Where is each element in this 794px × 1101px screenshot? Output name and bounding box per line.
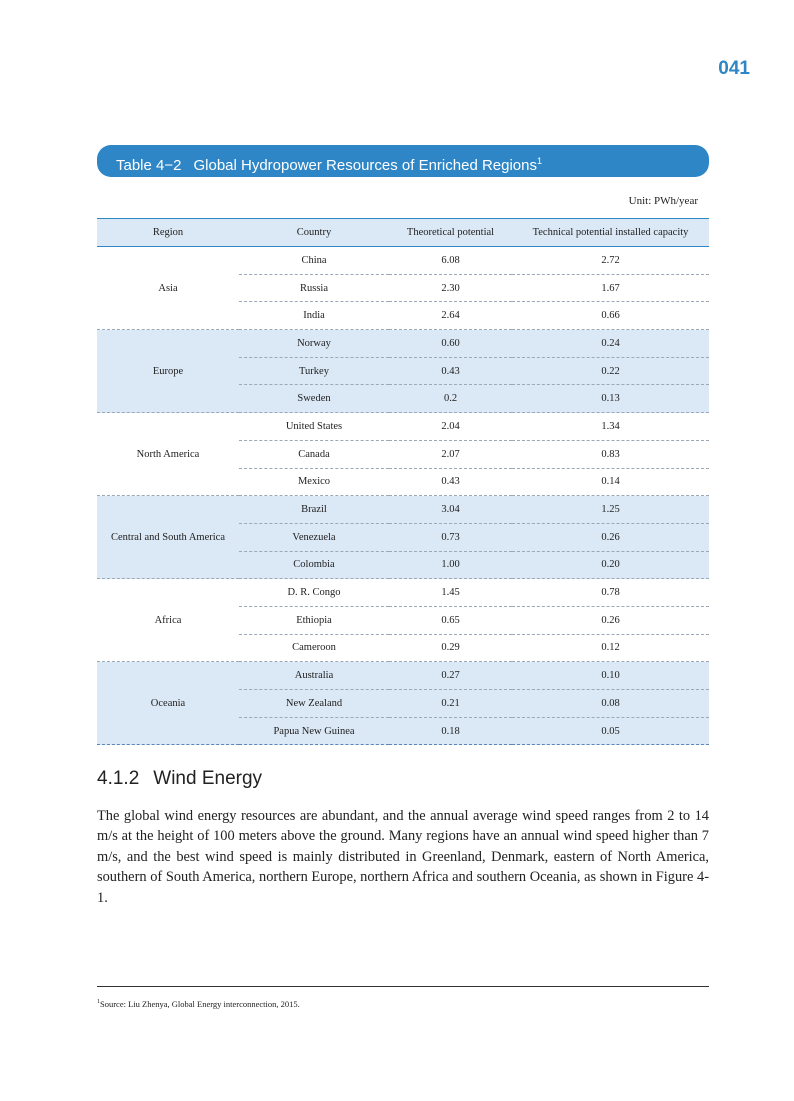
region-group-north-america xyxy=(97,413,709,496)
country-cell: Sweden xyxy=(239,385,389,413)
region-group-oceania xyxy=(97,662,709,745)
region-cell: North America xyxy=(97,413,239,496)
header-technical: Technical potential installed capacity xyxy=(512,219,709,247)
technical-cell: 1.67 xyxy=(512,274,709,302)
region-cell: Central and South America xyxy=(97,496,239,579)
table-title: Global Hydropower Resources of Enriched Regions xyxy=(193,157,537,174)
region-cell: Oceania xyxy=(97,662,239,745)
table-number: Table 4−2 xyxy=(116,157,182,174)
region-group-central-south-america xyxy=(97,496,709,579)
footnote-divider xyxy=(97,986,709,987)
table-row xyxy=(97,496,709,524)
country-cell: Norway xyxy=(239,330,389,358)
body-paragraph: The global wind energy resources are abundant, and the annual average wind speed ranges from 2 to 14 m/s at the height of 100 meters above the ground. Many regions have an annual wind speed higher than 7 m/s, and the best wind speed is mainly distributed in Greenland, Denmark, eastern of North America, southern of South America, northern Europe, northern Africa and southern Oceania, as shown in Figure 4-1. xyxy=(97,808,709,906)
theoretical-cell: 0.65 xyxy=(389,606,512,634)
footnote-reference[interactable]: 1 xyxy=(537,156,543,166)
technical-cell: 0.83 xyxy=(512,440,709,468)
country-cell: India xyxy=(239,302,389,330)
theoretical-cell: 0.43 xyxy=(389,357,512,385)
technical-cell: 0.26 xyxy=(512,523,709,551)
theoretical-cell: 3.04 xyxy=(389,496,512,524)
country-cell: United States xyxy=(239,413,389,441)
technical-cell: 0.24 xyxy=(512,330,709,358)
theoretical-cell: 2.07 xyxy=(389,440,512,468)
technical-cell: 0.66 xyxy=(512,302,709,330)
country-cell: Russia xyxy=(239,274,389,302)
country-cell: Venezuela xyxy=(239,523,389,551)
technical-cell: 0.14 xyxy=(512,468,709,496)
technical-cell: 0.20 xyxy=(512,551,709,579)
region-cell: Africa xyxy=(97,579,239,662)
footnote xyxy=(97,999,300,1009)
theoretical-cell: 2.04 xyxy=(389,413,512,441)
section-title: Wind Energy xyxy=(153,768,263,789)
technical-cell: 1.25 xyxy=(512,496,709,524)
country-cell: Ethiopia xyxy=(239,606,389,634)
footnote-text: Source: Liu Zhenya, Global Energy interconnection, 2015. xyxy=(100,999,300,1009)
table-row xyxy=(97,330,709,358)
theoretical-cell: 0.43 xyxy=(389,468,512,496)
technical-cell: 0.08 xyxy=(512,690,709,718)
table-header-row xyxy=(97,219,709,247)
theoretical-cell: 6.08 xyxy=(389,247,512,275)
technical-cell: 0.12 xyxy=(512,634,709,662)
section-heading xyxy=(97,768,262,790)
table-row xyxy=(97,662,709,690)
page-number: 041 xyxy=(718,58,750,79)
table-row xyxy=(97,247,709,275)
theoretical-cell: 0.73 xyxy=(389,523,512,551)
country-cell: Papua New Guinea xyxy=(239,717,389,745)
technical-cell: 0.26 xyxy=(512,606,709,634)
country-cell: Australia xyxy=(239,662,389,690)
country-cell: New Zealand xyxy=(239,690,389,718)
technical-cell: 0.05 xyxy=(512,717,709,745)
theoretical-cell: 0.18 xyxy=(389,717,512,745)
theoretical-cell: 1.45 xyxy=(389,579,512,607)
country-cell: D. R. Congo xyxy=(239,579,389,607)
header-theoretical: Theoretical potential xyxy=(389,219,512,247)
table-row xyxy=(97,579,709,607)
theoretical-cell: 0.27 xyxy=(389,662,512,690)
header-country: Country xyxy=(239,219,389,247)
footnote-mark: 1 xyxy=(97,999,100,1006)
section-number: 4.1.2 xyxy=(97,768,140,789)
technical-cell: 2.72 xyxy=(512,247,709,275)
theoretical-cell: 0.29 xyxy=(389,634,512,662)
table-unit: Unit: PWh/year xyxy=(628,195,698,207)
technical-cell: 0.13 xyxy=(512,385,709,413)
table-title-banner xyxy=(97,145,709,177)
country-cell: Canada xyxy=(239,440,389,468)
country-cell: Cameroon xyxy=(239,634,389,662)
region-cell: Asia xyxy=(97,247,239,330)
region-cell: Europe xyxy=(97,330,239,413)
technical-cell: 0.78 xyxy=(512,579,709,607)
technical-cell: 0.10 xyxy=(512,662,709,690)
country-cell: Brazil xyxy=(239,496,389,524)
header-region: Region xyxy=(97,219,239,247)
theoretical-cell: 0.2 xyxy=(389,385,512,413)
country-cell: China xyxy=(239,247,389,275)
hydropower-table xyxy=(97,218,709,745)
theoretical-cell: 0.60 xyxy=(389,330,512,358)
technical-cell: 1.34 xyxy=(512,413,709,441)
region-group-asia xyxy=(97,247,709,330)
country-cell: Mexico xyxy=(239,468,389,496)
technical-cell: 0.22 xyxy=(512,357,709,385)
country-cell: Turkey xyxy=(239,357,389,385)
table-row xyxy=(97,413,709,441)
country-cell: Colombia xyxy=(239,551,389,579)
theoretical-cell: 2.30 xyxy=(389,274,512,302)
region-group-europe xyxy=(97,330,709,413)
theoretical-cell: 0.21 xyxy=(389,690,512,718)
region-group-africa xyxy=(97,579,709,662)
theoretical-cell: 1.00 xyxy=(389,551,512,579)
theoretical-cell: 2.64 xyxy=(389,302,512,330)
